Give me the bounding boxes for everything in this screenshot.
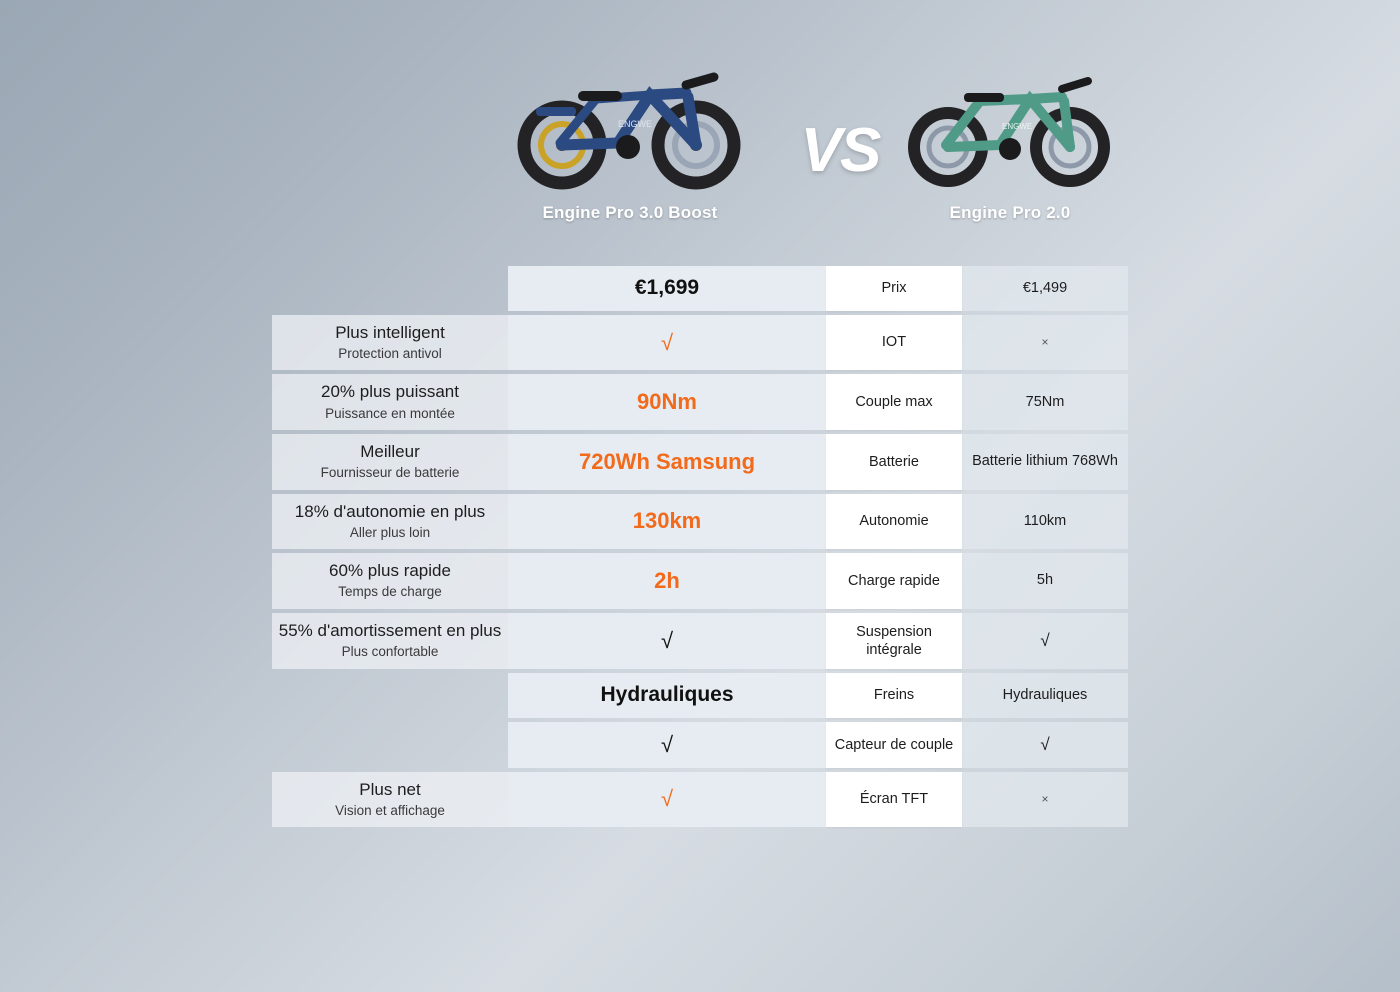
old-product-value-cell: [962, 374, 1128, 430]
benefit-title: Plus intelligent: [335, 322, 445, 342]
old-product-value-cell: [962, 315, 1128, 371]
spec-label-cell: [826, 673, 962, 718]
new-product-value: 2h: [654, 567, 680, 593]
old-product-value-cell: [962, 266, 1128, 311]
benefit-subtitle: Aller plus loin: [349, 524, 431, 540]
benefit-cell: [272, 613, 508, 669]
spec-label-cell: [826, 315, 962, 371]
new-product-value: 90Nm: [637, 389, 697, 415]
benefit-cell: [272, 374, 508, 430]
benefit-subtitle: Plus confortable: [341, 644, 439, 660]
old-product-value-cell: [962, 673, 1128, 718]
new-product-value-cell: [508, 494, 826, 550]
table-row: [272, 553, 1128, 609]
table-row: [272, 722, 1128, 768]
benefit-cell: [272, 553, 508, 609]
new-product-value: 130km: [632, 508, 702, 534]
table-row: [272, 266, 1128, 311]
table-row: [272, 494, 1128, 550]
benefit-cell: [272, 722, 508, 768]
spec-label-cell: [826, 772, 962, 828]
new-product-value: Hydrauliques: [600, 682, 734, 706]
benefit-cell: [272, 434, 508, 490]
benefit-subtitle: Vision et affichage: [335, 803, 445, 819]
table-row: [272, 613, 1128, 669]
product-name-left: Engine Pro 3.0 Boost: [542, 203, 718, 222]
product-card-right: [860, 30, 1160, 223]
benefit-cell: [272, 315, 508, 371]
spec-label: Freins: [873, 687, 915, 704]
spec-label-cell: [826, 434, 962, 490]
old-product-value-cell: [962, 772, 1128, 828]
benefit-title: Meilleur: [360, 441, 420, 461]
new-product-value: √: [660, 786, 674, 812]
table-row: [272, 434, 1128, 490]
table-row: [272, 772, 1128, 828]
old-product-value-cell: [962, 613, 1128, 669]
old-product-value: √: [1040, 630, 1050, 650]
spec-label: Suspension intégrale: [856, 623, 932, 658]
benefit-cell: [272, 673, 508, 718]
old-product-value: 75Nm: [1025, 393, 1065, 410]
old-product-value: 5h: [1036, 572, 1054, 589]
vs-badge: VS: [800, 116, 880, 185]
new-product-value: √: [660, 329, 674, 355]
svg-text:ENGWE: ENGWE: [618, 119, 653, 129]
table-row: [272, 374, 1128, 430]
spec-label: Charge rapide: [848, 572, 940, 589]
spec-label-cell: [826, 722, 962, 768]
spec-label-cell: [826, 553, 962, 609]
benefit-cell: [272, 494, 508, 550]
ebike-green-icon: [860, 30, 1160, 195]
spec-label-cell: [826, 613, 962, 669]
new-product-value-cell: [508, 434, 826, 490]
benefit-title: 20% plus puissant: [321, 382, 459, 402]
benefit-subtitle: Fournisseur de batterie: [320, 465, 460, 481]
benefit-cell: [272, 772, 508, 828]
new-product-value: √: [660, 731, 674, 757]
benefit-title: 60% plus rapide: [329, 561, 451, 581]
old-product-value: €1,499: [1022, 279, 1068, 296]
spec-label-cell: [826, 494, 962, 550]
old-product-value-cell: [962, 553, 1128, 609]
benefit-cell: [272, 266, 508, 311]
benefit-subtitle: Protection antivol: [338, 346, 442, 362]
old-product-value: √: [1040, 734, 1050, 754]
old-product-value: Hydrauliques: [1002, 686, 1088, 703]
benefit-title: 55% d'amortissement en plus: [278, 620, 502, 640]
new-product-value-cell: [508, 722, 826, 768]
ebike-blue-icon: [480, 30, 780, 195]
old-product-value-cell: [962, 494, 1128, 550]
new-product-value-cell: [508, 553, 826, 609]
comparison-table: [272, 266, 1128, 827]
product-card-left: [480, 30, 780, 223]
old-product-value-cell: [962, 722, 1128, 768]
old-product-value: 110km: [1023, 512, 1067, 529]
spec-label-cell: [826, 374, 962, 430]
old-product-value: ×: [1041, 791, 1049, 806]
spec-label: IOT: [881, 334, 907, 351]
product-header: [0, 30, 1400, 250]
new-product-value: √: [660, 627, 674, 653]
table-row: [272, 315, 1128, 371]
new-product-value-cell: [508, 374, 826, 430]
svg-text:ENGWE: ENGWE: [1002, 122, 1033, 131]
spec-label: Couple max: [855, 394, 933, 411]
spec-label-cell: [826, 266, 962, 311]
table-row: [272, 673, 1128, 718]
benefit-title: 18% d'autonomie en plus: [294, 501, 486, 521]
old-product-value: ×: [1041, 334, 1049, 349]
new-product-value: 720Wh Samsung: [578, 448, 756, 474]
new-product-value: €1,699: [634, 276, 700, 299]
new-product-value-cell: [508, 673, 826, 718]
spec-label: Écran TFT: [859, 791, 929, 808]
new-product-value-cell: [508, 315, 826, 371]
benefit-subtitle: Puissance en montée: [325, 405, 455, 421]
benefit-subtitle: Temps de charge: [338, 584, 442, 600]
benefit-title: Plus net: [359, 779, 421, 799]
spec-label: Prix: [881, 280, 907, 297]
spec-label: Capteur de couple: [834, 736, 954, 753]
new-product-value-cell: [508, 613, 826, 669]
spec-label: Autonomie: [859, 513, 929, 530]
new-product-value-cell: [508, 772, 826, 828]
old-product-value-cell: [962, 434, 1128, 490]
new-product-value-cell: [508, 266, 826, 311]
old-product-value: Batterie lithium 768Wh: [972, 453, 1118, 470]
spec-label: Batterie: [869, 453, 919, 470]
product-name-right: Engine Pro 2.0: [949, 203, 1071, 222]
